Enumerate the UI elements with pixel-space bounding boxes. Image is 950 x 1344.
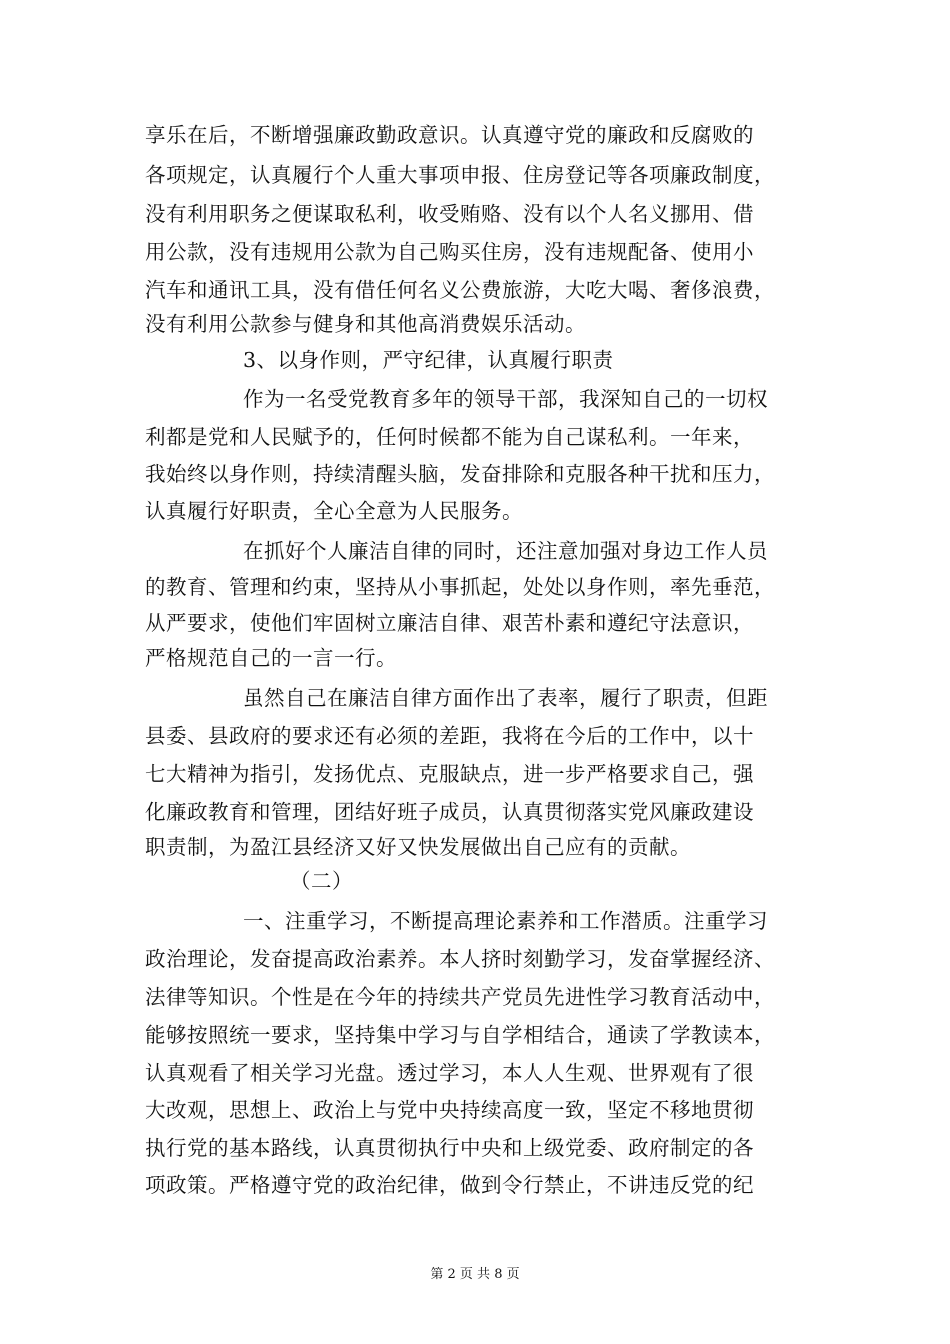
text-line: 执行党的基本路线，认真贯彻执行中央和上级党委、政府制定的各 (145, 1136, 754, 1160)
text-line: 项政策。严格遵守党的政治纪律，做到令行禁止，不讲违反党的纪 (145, 1173, 754, 1197)
text-line: 能够按照统一要求，坚持集中学习与自学相结合，通读了学教读本， (145, 1023, 775, 1047)
text-line: 用公款，没有违规用公款为自己购买住房，没有违规配备、使用小 (145, 240, 754, 264)
paragraph-start: 一、注重学习，不断提高理论素养和工作潜质。注重学习 (243, 909, 768, 933)
text-line: 的教育、管理和约束，坚持从小事抓起，处处以身作则，率先垂范， (145, 575, 775, 599)
text-line: 利都是党和人民赋予的，任何时候都不能为自己谋私利。一年来， (145, 425, 754, 449)
text-line: 认真观看了相关学习光盘。透过学习，本人人生观、世界观有了很 (145, 1061, 754, 1085)
text-line: 各项规定，认真履行个人重大事项申报、住房登记等各项廉政制度， (145, 163, 775, 187)
text-line: 大改观，思想上、政治上与党中央持续高度一致，坚定不移地贯彻 (145, 1098, 754, 1122)
text-line: 从严要求，使他们牢固树立廉洁自律、艰苦朴素和遵纪守法意识， (145, 611, 754, 635)
page-number-footer: 第 2 页 共 8 页 (430, 1267, 520, 1282)
paragraph-start: 虽然自己在廉洁自律方面作出了表率，履行了职责，但距 (243, 686, 768, 710)
text-line: 七大精神为指引，发扬优点、克服缺点，进一步严格要求自己，强 (145, 762, 754, 786)
text-line: 职责制，为盈江县经济又好又快发展做出自己应有的贡献。 (145, 835, 691, 859)
text-line: 县委、县政府的要求还有必须的差距，我将在今后的工作中，以十 (145, 724, 754, 748)
text-line: 没有利用公款参与健身和其他高消费娱乐活动。 (145, 312, 586, 336)
paragraph-start: 作为一名受党教育多年的领导干部，我深知自己的一切权 (243, 387, 768, 411)
section-number: （二） (290, 869, 353, 893)
text-line: 化廉政教育和管理，团结好班子成员，认真贯彻落实党风廉政建设 (145, 800, 754, 824)
text-line: 没有利用职务之便谋取私利，收受贿赂、没有以个人名义挪用、借 (145, 202, 754, 226)
text-line: 政治理论，发奋提高政治素养。本人挤时刻勤学习，发奋掌握经济、 (145, 947, 775, 971)
section-heading: 3、以身作则，严守纪律，认真履行职责 (243, 348, 614, 372)
paragraph-start: 在抓好个人廉洁自律的同时，还注意加强对身边工作人员 (243, 539, 768, 563)
text-line: 我始终以身作则，持续清醒头脑，发奋排除和克服各种干扰和压力， (145, 462, 775, 486)
text-line: 汽车和通讯工具，没有借任何名义公费旅游，大吃大喝、奢侈浪费， (145, 278, 775, 302)
text-line: 认真履行好职责，全心全意为人民服务。 (145, 499, 523, 523)
text-line: 严格规范自己的一言一行。 (145, 646, 397, 670)
text-line: 法律等知识。个性是在今年的持续共产党员先进性学习教育活动中， (145, 985, 775, 1009)
text-line: 享乐在后，不断增强廉政勤政意识。认真遵守党的廉政和反腐败的 (145, 123, 754, 147)
